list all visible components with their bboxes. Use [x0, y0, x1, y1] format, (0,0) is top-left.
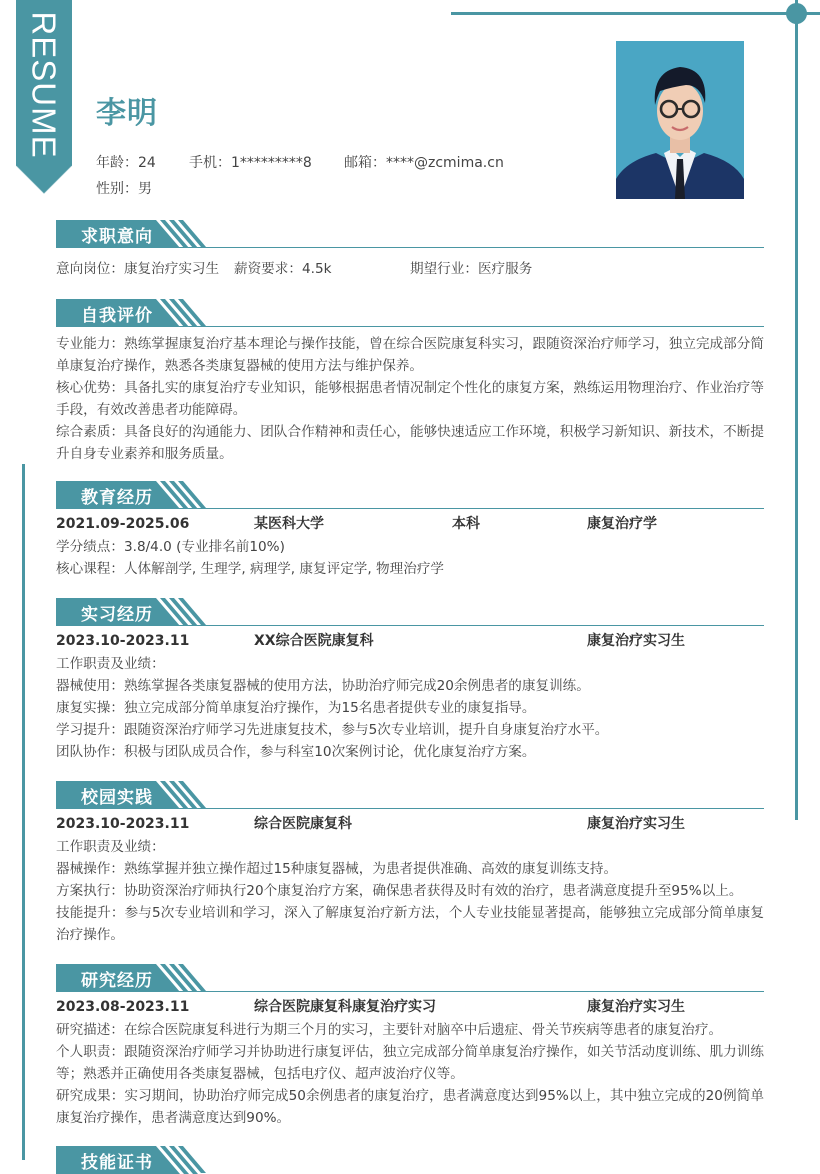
campus-period: 2023.10-2023.11	[56, 816, 190, 832]
section-header	[56, 481, 764, 509]
campus-header-row	[56, 813, 764, 836]
profile-photo	[616, 41, 744, 199]
research-detail: 个人职责：跟随资深治疗师学习并协助进行康复评估，独立完成部分简单康复治疗操作，如关节活动度训练、肌力训练等；熟悉并正确使用各类康复器械，包括电疗仪、超声波治疗仪等。	[56, 1044, 764, 1082]
contact-info-row	[96, 152, 504, 172]
campus-org: 综合医院康复科	[254, 816, 352, 832]
section-title: 教育经历	[81, 488, 153, 508]
campus-detail: 器械操作：熟练掌握并独立操作超过15种康复器械，为患者提供准确、高效的康复训练支持。	[56, 861, 618, 877]
internship-role: 康复治疗实习生	[587, 633, 685, 649]
gender-field: 性别：男	[96, 181, 152, 197]
research-header-row	[56, 996, 764, 1019]
section-skills	[56, 1146, 764, 1174]
self-eval-item: 专业能力：熟练掌握康复治疗基本理论与操作技能，曾在综合医院康复科实习，跟随资深治疗师学习，独立完成部分简单康复治疗操作，熟悉各类康复器械的使用方法与维护保养。	[56, 336, 764, 374]
research-period: 2023.08-2023.11	[56, 999, 190, 1015]
candidate-name: 李明	[96, 96, 158, 131]
internship-detail: 学习提升：跟随资深治疗师学习先进康复技术，参与5次专业培训，提升自身康复治疗水平。	[56, 722, 609, 738]
research-detail: 研究描述：在综合医院康复科进行为期三个月的实习，主要针对脑卒中后遗症、骨关节疾病等患者的康复治疗。	[56, 1022, 723, 1038]
section-header	[56, 220, 764, 248]
decorative-dot	[786, 3, 807, 24]
internship-period: 2023.10-2023.11	[56, 633, 190, 649]
phone-field: 手机：1*********8	[189, 155, 312, 171]
research-role: 康复治疗实习生	[587, 999, 685, 1015]
education-header-row	[56, 513, 764, 536]
job-intent-row	[56, 258, 764, 280]
section-internship	[56, 598, 764, 763]
section-self-evaluation	[56, 299, 764, 465]
section-research	[56, 964, 764, 1129]
internship-org: XX综合医院康复科	[254, 633, 374, 649]
section-job-intent	[56, 220, 764, 280]
section-education	[56, 481, 764, 580]
internship-detail: 工作职责及业绩：	[56, 656, 165, 672]
email-field: 邮箱：****@zcmima.cn	[344, 155, 504, 171]
intent-industry: 期望行业：医疗服务	[410, 261, 533, 277]
self-eval-item: 综合素质：具备良好的沟通能力、团队合作精神和责任心，能够快速适应工作环境，积极学习新知识、新技术，不断提升自身专业素养和服务质量。	[56, 424, 764, 462]
intent-position: 意向岗位：康复治疗实习生	[56, 261, 220, 277]
section-title: 研究经历	[81, 971, 153, 991]
intent-salary: 薪资要求：4.5k	[234, 261, 332, 277]
research-org: 综合医院康复科康复治疗实习	[254, 999, 436, 1015]
resume-ribbon-label: RESUME	[26, 11, 63, 159]
internship-detail: 康复实操：独立完成部分简单康复治疗操作，为15名患者提供专业的康复指导。	[56, 700, 536, 716]
campus-detail: 方案执行：协助资深治疗师执行20个康复治疗方案，确保患者获得及时有效的治疗，患者满意度提升至95%以上。	[56, 883, 743, 899]
section-title: 求职意向	[81, 227, 153, 247]
section-campus-practice	[56, 781, 764, 946]
campus-detail: 技能提升：参与5次专业培训和学习，深入了解康复治疗新方法，个人专业技能显著提高，能够独立完成部分简单康复治疗操作。	[56, 905, 764, 943]
section-title: 实习经历	[81, 605, 153, 625]
section-header	[56, 598, 764, 626]
decorative-right-line	[795, 0, 798, 820]
section-title: 自我评价	[81, 306, 153, 326]
decorative-top-line	[451, 12, 820, 15]
age-field: 年龄：24	[96, 155, 156, 171]
education-degree: 本科	[452, 516, 480, 532]
internship-detail: 器械使用：熟练掌握各类康复器械的使用方法，协助治疗师完成20余例患者的康复训练。	[56, 678, 590, 694]
education-period: 2021.09-2025.06	[56, 516, 190, 532]
internship-detail: 团队协作：积极与团队成员合作，参与科室10次案例讨论，优化康复治疗方案。	[56, 744, 536, 760]
section-title: 校园实践	[81, 788, 153, 808]
research-detail: 研究成果：实习期间，协助治疗师完成50余例患者的康复治疗，患者满意度达到95%以上，其中独立完成的20例简单康复治疗操作，患者满意度达到90%。	[56, 1088, 764, 1126]
portrait-illustration	[616, 41, 744, 199]
personal-info-row	[96, 178, 152, 198]
section-header	[56, 781, 764, 809]
section-title: 技能证书	[81, 1153, 153, 1173]
section-header	[56, 964, 764, 992]
self-eval-item: 核心优势：具备扎实的康复治疗专业知识，能够根据患者情况制定个性化的康复方案，熟练运用物理治疗、作业治疗等手段，有效改善患者功能障碍。	[56, 380, 764, 418]
section-header	[56, 1146, 764, 1174]
campus-detail: 工作职责及业绩：	[56, 839, 165, 855]
education-school: 某医科大学	[254, 516, 324, 532]
education-major: 康复治疗学	[587, 516, 657, 532]
education-detail: 学分绩点：3.8/4.0 (专业排名前10%)	[56, 539, 285, 555]
decorative-left-line	[22, 464, 25, 1160]
campus-role: 康复治疗实习生	[587, 816, 685, 832]
section-header	[56, 299, 764, 327]
education-detail: 核心课程：人体解剖学, 生理学, 病理学, 康复评定学, 物理治疗学	[56, 561, 445, 577]
internship-header-row	[56, 630, 764, 653]
